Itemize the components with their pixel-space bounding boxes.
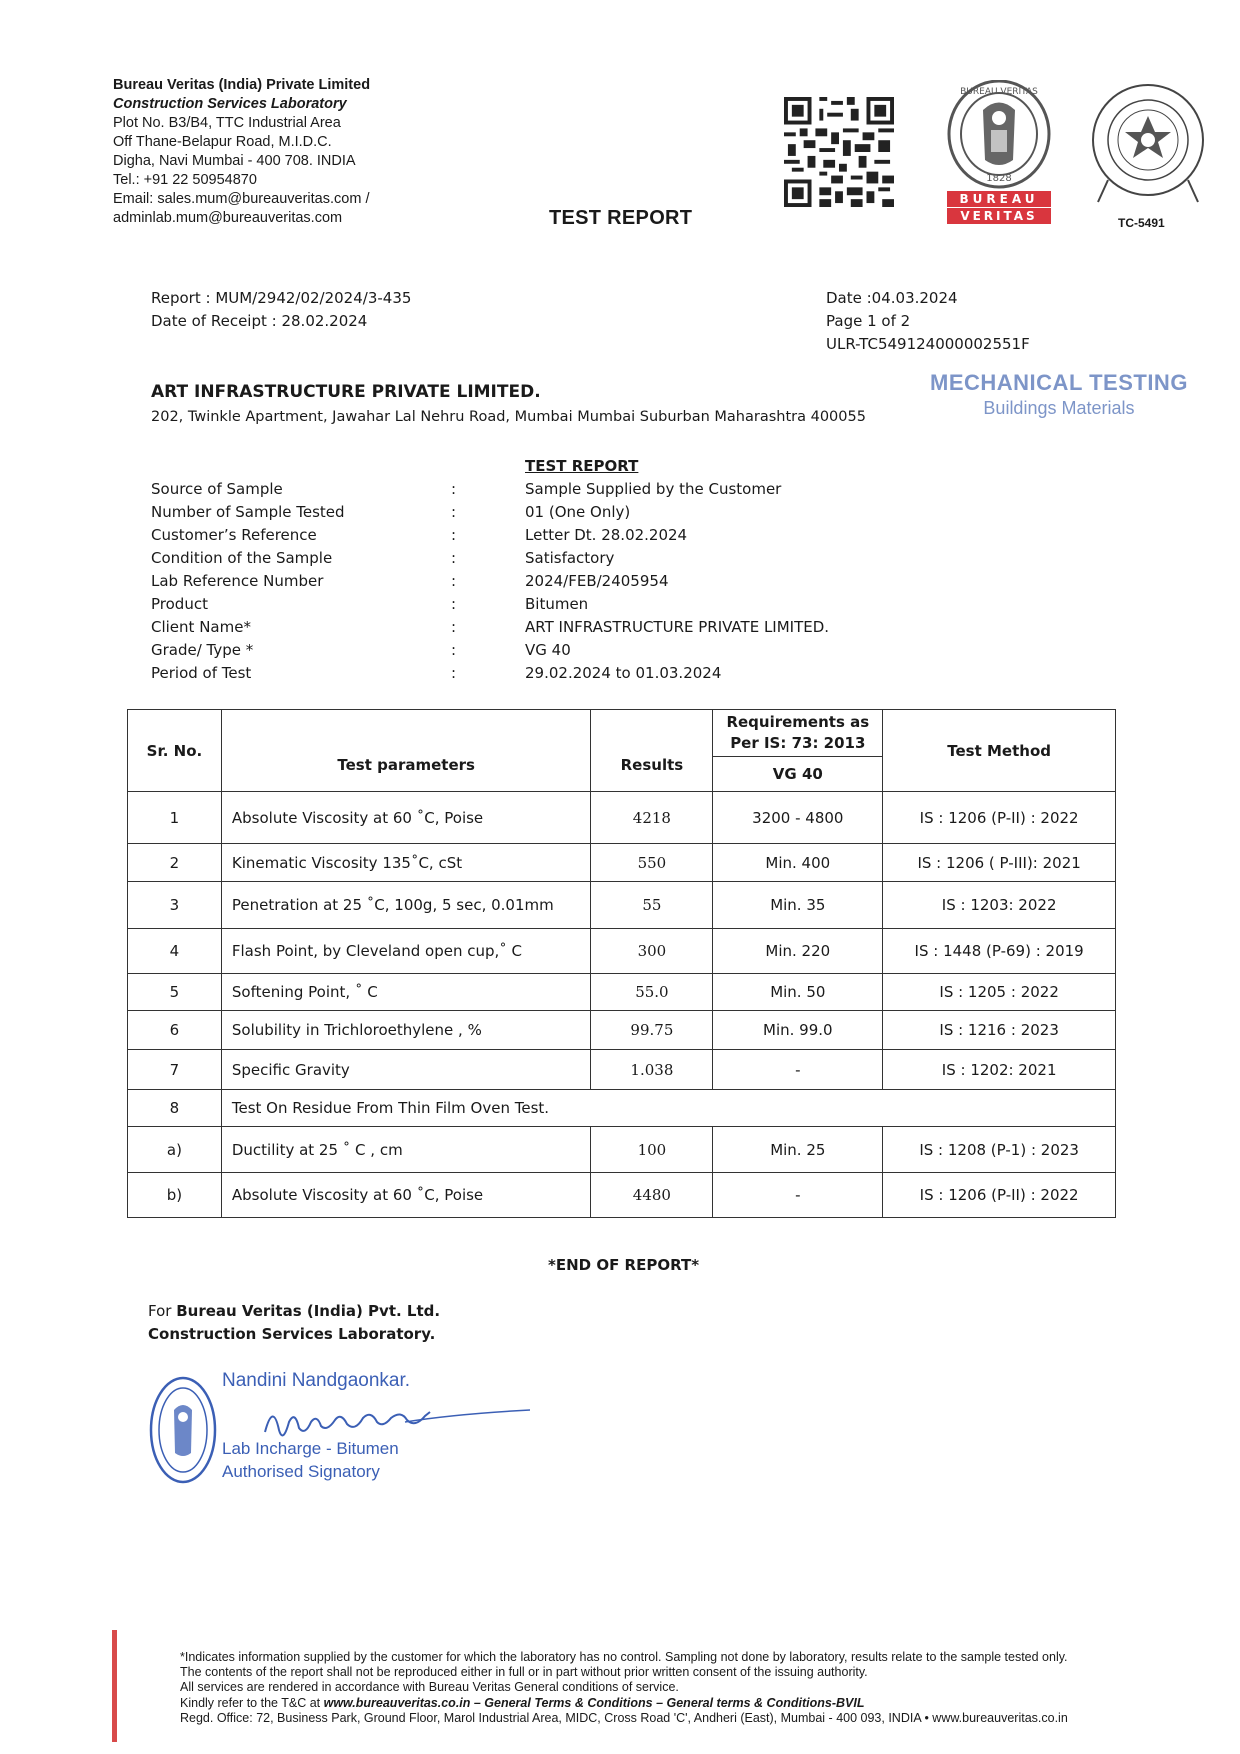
cell-requirement: Min. 25 xyxy=(713,1127,883,1173)
receipt-date: Date of Receipt : 28.02.2024 xyxy=(151,312,368,330)
lab-address-block xyxy=(113,76,370,228)
table-row xyxy=(128,974,1116,1011)
table-row xyxy=(128,882,1116,929)
info-label: Grade/ Type * xyxy=(151,641,254,659)
cell-method: IS : 1206 (P-II) : 2022 xyxy=(883,1173,1116,1218)
cell-requirement: - xyxy=(713,1173,883,1218)
qr-code-icon[interactable] xyxy=(783,97,895,207)
footer-line-4-prefix: Kindly refer to the T&C at xyxy=(180,1695,324,1710)
cell-result: 100 xyxy=(591,1127,713,1173)
cell-param: Softening Point, ˚ C xyxy=(221,974,591,1011)
info-row: Grade/ Type * : VG 40 xyxy=(151,639,951,662)
info-label: Product xyxy=(151,595,208,613)
info-row: Period of Test : 29.02.2024 to 01.03.2024 xyxy=(151,662,951,685)
info-label: Source of Sample xyxy=(151,480,283,498)
info-label: Number of Sample Tested xyxy=(151,503,345,521)
info-value: Sample Supplied by the Customer xyxy=(525,480,782,498)
test-results-table xyxy=(127,709,1116,1218)
cell-sr: b) xyxy=(128,1173,222,1218)
lab-telephone: Tel.: +91 22 50954870 xyxy=(113,172,257,188)
cell-result: 1.038 xyxy=(591,1050,713,1090)
cell-result: 300 xyxy=(591,929,713,974)
stamp-line-1: MECHANICAL TESTING xyxy=(930,370,1188,395)
info-row: Condition of the Sample : Satisfactory xyxy=(151,547,951,570)
cell-method: IS : 1205 : 2022 xyxy=(883,974,1116,1011)
signatory-role-block xyxy=(222,1437,399,1483)
page-title: TEST REPORT xyxy=(549,207,693,229)
report-date: Date :04.03.2024 xyxy=(826,289,958,307)
footer-line-2: The contents of the report shall not be reproduced either in full or in part without prior written consent of the issuing authority. xyxy=(180,1665,868,1680)
signatory-name: Nandini Nandgaonkar. xyxy=(222,1370,411,1391)
cell-param: Test On Residue From Thin Film Oven Test. xyxy=(221,1090,1115,1127)
info-label: Condition of the Sample xyxy=(151,549,333,567)
cell-sr: a) xyxy=(128,1127,222,1173)
lab-company: Bureau Veritas (India) Private Limited xyxy=(113,77,371,93)
page-number: Page 1 of 2 xyxy=(826,312,911,330)
for-prefix: For xyxy=(148,1302,177,1320)
for-company: Bureau Veritas (India) Pvt. Ltd. xyxy=(176,1302,441,1320)
cell-param: Ductility at 25 ˚ C , cm xyxy=(221,1127,591,1173)
cell-requirement: Min. 400 xyxy=(713,844,883,882)
cell-sr: 7 xyxy=(128,1050,222,1090)
signatory-role: Lab Incharge - Bitumen xyxy=(222,1439,399,1458)
report-meta-left xyxy=(151,287,411,333)
bv-text-veritas: VERITAS xyxy=(960,209,1038,223)
cell-method: IS : 1202: 2021 xyxy=(883,1050,1116,1090)
cell-method: IS : 1448 (P-69) : 2019 xyxy=(883,929,1116,974)
info-value: Letter Dt. 28.02.2024 xyxy=(525,526,688,544)
header-test-parameters: Test parameters xyxy=(221,710,591,792)
cell-param: Absolute Viscosity at 60 ˚C, Poise xyxy=(221,792,591,844)
table-row xyxy=(128,1050,1116,1090)
header-results: Results xyxy=(591,710,713,792)
info-row: Lab Reference Number : 2024/FEB/2405954 xyxy=(151,570,951,593)
cell-method: IS : 1208 (P-1) : 2023 xyxy=(883,1127,1116,1173)
info-value: VG 40 xyxy=(525,641,571,659)
info-row: Product : Bitumen xyxy=(151,593,951,616)
table-row xyxy=(128,844,1116,882)
table-row xyxy=(128,1090,1116,1127)
client-name: ART INFRASTRUCTURE PRIVATE LIMITED. xyxy=(151,382,541,402)
table-row xyxy=(128,929,1116,974)
footer-notes xyxy=(180,1650,1068,1726)
header-test-method: Test Method xyxy=(883,710,1116,792)
cell-requirement: Min. 99.0 xyxy=(713,1011,883,1050)
header-sr-no: Sr. No. xyxy=(128,710,222,792)
footer-line-3: All services are rendered in accordance with Bureau Veritas General conditions of service. xyxy=(180,1680,679,1695)
cell-sr: 1 xyxy=(128,792,222,844)
header-grade: VG 40 xyxy=(713,757,883,792)
table-row xyxy=(128,792,1116,844)
table-row xyxy=(128,1127,1116,1173)
tc-number: TC-5491 xyxy=(1118,216,1165,230)
lab-address-line-3: Digha, Navi Mumbai - 400 708. INDIA xyxy=(113,153,356,169)
info-value: ART INFRASTRUCTURE PRIVATE LIMITED. xyxy=(525,618,830,636)
footer-line-5: Regd. Office: 72, Business Park, Ground Floor, Marol Industrial Area, MIDC, Cross Road 'C', Andheri (East), Mumbai - 400 093, INDIA • www.bureauveritas.co.in xyxy=(180,1710,1068,1725)
cell-result: 55.0 xyxy=(591,974,713,1011)
cell-param: Solubility in Trichloroethylene , % xyxy=(221,1011,591,1050)
cell-method: IS : 1216 : 2023 xyxy=(883,1011,1116,1050)
info-value: 29.02.2024 to 01.03.2024 xyxy=(525,664,722,682)
mechanical-testing-stamp xyxy=(930,370,1188,419)
cell-result: 4480 xyxy=(591,1173,713,1218)
cell-requirement: Min. 220 xyxy=(713,929,883,974)
report-meta-right xyxy=(826,287,1030,356)
cell-result: 99.75 xyxy=(591,1011,713,1050)
cell-param: Absolute Viscosity at 60 ˚C, Poise xyxy=(221,1173,591,1218)
lab-email-1: Email: sales.mum@bureauveritas.com / xyxy=(113,191,370,207)
cell-result: 4218 xyxy=(591,792,713,844)
cell-param: Specific Gravity xyxy=(221,1050,591,1090)
info-value: Satisfactory xyxy=(525,549,615,567)
sample-info-list xyxy=(151,478,951,685)
for-company-block xyxy=(148,1300,440,1346)
bv-year: 1828 xyxy=(986,173,1012,184)
bureau-veritas-logo-icon xyxy=(943,80,1055,226)
info-value: 01 (One Only) xyxy=(525,503,631,521)
info-heading: TEST REPORT xyxy=(525,457,639,475)
table-row xyxy=(128,1173,1116,1218)
info-row: Client Name* : ART INFRASTRUCTURE PRIVATE LIMITED. xyxy=(151,616,951,639)
cell-sr: 2 xyxy=(128,844,222,882)
ulr-number: ULR-TC549124000002551F xyxy=(826,335,1030,353)
cell-requirement: Min. 50 xyxy=(713,974,883,1011)
svg-text:BUREAU VERITAS: BUREAU VERITAS xyxy=(960,87,1038,97)
bv-text-bureau: BUREAU xyxy=(959,192,1039,206)
cell-param: Flash Point, by Cleveland open cup,˚ C xyxy=(221,929,591,974)
cell-method: IS : 1206 ( P-III): 2021 xyxy=(883,844,1116,882)
cell-method: IS : 1203: 2022 xyxy=(883,882,1116,929)
cell-sr: 3 xyxy=(128,882,222,929)
lab-address-line-2: Off Thane-Belapur Road, M.I.D.C. xyxy=(113,134,332,150)
info-label: Client Name* xyxy=(151,618,251,636)
cell-result: 550 xyxy=(591,844,713,882)
info-label: Period of Test xyxy=(151,664,252,682)
cell-result: 55 xyxy=(591,882,713,929)
lab-email-2: adminlab.mum@bureauveritas.com xyxy=(113,210,343,226)
cell-param: Penetration at 25 ˚C, 100g, 5 sec, 0.01mm xyxy=(221,882,591,929)
lab-address-line-1: Plot No. B3/B4, TTC Industrial Area xyxy=(113,115,341,131)
header-requirements: Requirements as Per IS: 73: 2013 xyxy=(713,710,883,757)
stamp-line-2: Buildings Materials xyxy=(983,398,1135,418)
info-value: Bitumen xyxy=(525,595,589,613)
info-row: Customer’s Reference : Letter Dt. 28.02.2024 xyxy=(151,524,951,547)
for-division: Construction Services Laboratory. xyxy=(148,1325,436,1343)
cell-sr: 4 xyxy=(128,929,222,974)
cell-method: IS : 1206 (P-II) : 2022 xyxy=(883,792,1116,844)
cell-param: Kinematic Viscosity 135˚C, cSt xyxy=(221,844,591,882)
cell-sr: 6 xyxy=(128,1011,222,1050)
report-number: Report : MUM/2942/02/2024/3-435 xyxy=(151,289,412,307)
cell-sr: 5 xyxy=(128,974,222,1011)
cell-requirement: - xyxy=(713,1050,883,1090)
signatory-title: Authorised Signatory xyxy=(222,1462,380,1481)
footer-line-1: *Indicates information supplied by the customer for which the laboratory has no control. Sampling not done by laboratory, results relate to the sample tested only. xyxy=(180,1650,1068,1664)
info-row: Number of Sample Tested : 01 (One Only) xyxy=(151,501,951,524)
bv-seal-icon xyxy=(148,1375,218,1485)
nabl-accreditation-seal-icon xyxy=(1083,80,1213,205)
lab-division: Construction Services Laboratory xyxy=(113,96,347,112)
end-of-report: *END OF REPORT* xyxy=(548,1256,700,1274)
cell-requirement: Min. 35 xyxy=(713,882,883,929)
footer-red-bar xyxy=(112,1630,117,1742)
info-row: Source of Sample : Sample Supplied by the Customer xyxy=(151,478,951,501)
info-label: Customer’s Reference xyxy=(151,526,317,544)
cell-sr: 8 xyxy=(128,1090,222,1127)
cell-requirement: 3200 - 4800 xyxy=(713,792,883,844)
info-value: 2024/FEB/2405954 xyxy=(525,572,669,590)
info-label: Lab Reference Number xyxy=(151,572,324,590)
footer-terms-link[interactable]: www.bureauveritas.co.in – General Terms & Conditions – General terms & Conditions-BVIL xyxy=(323,1695,865,1710)
table-row xyxy=(128,1011,1116,1050)
client-address: 202, Twinkle Apartment, Jawahar Lal Nehru Road, Mumbai Mumbai Suburban Maharashtra 400055 xyxy=(151,409,866,425)
